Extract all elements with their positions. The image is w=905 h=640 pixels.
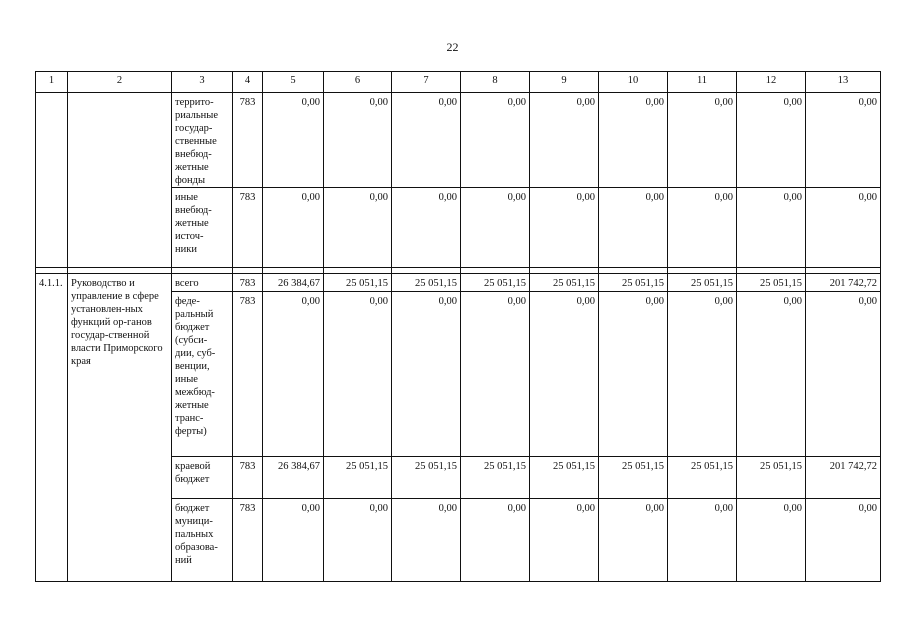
amount-cell: 0,00: [737, 93, 806, 188]
column-header-1: 1: [36, 72, 68, 93]
funding-source: бюджет муници- пальных образова- ний: [172, 499, 233, 582]
amount-cell: 25 051,15: [461, 274, 530, 292]
funding-source: феде- ральный бюджет (субси- дии, суб- венции, иные межбюд- жетные транс- ферты): [172, 292, 233, 457]
amount-cell: 25 051,15: [324, 457, 392, 499]
amount-cell: 25 051,15: [737, 274, 806, 292]
amount-cell: 26 384,67: [263, 457, 324, 499]
amount-cell: 0,00: [668, 499, 737, 582]
amount-cell: 0,00: [668, 188, 737, 268]
column-header-6: 6: [324, 72, 392, 93]
amount-cell: 0,00: [668, 292, 737, 457]
amount-cell: 0,00: [599, 499, 668, 582]
funding-source: краевой бюджет: [172, 457, 233, 499]
amount-cell: 25 051,15: [737, 457, 806, 499]
amount-cell: 201 742,72: [806, 274, 881, 292]
amount-cell: 0,00: [737, 292, 806, 457]
amount-cell: 26 384,67: [263, 274, 324, 292]
amount-cell: 0,00: [392, 93, 461, 188]
amount-cell: 25 051,15: [599, 274, 668, 292]
amount-cell: 0,00: [806, 188, 881, 268]
budget-code: 783: [233, 188, 263, 268]
column-header-7: 7: [392, 72, 461, 93]
column-header-8: 8: [461, 72, 530, 93]
amount-cell: 0,00: [263, 93, 324, 188]
table-row: [36, 274, 881, 292]
budget-table: [35, 71, 881, 582]
amount-cell: 0,00: [599, 292, 668, 457]
page-number: 22: [446, 40, 459, 54]
amount-cell: 0,00: [668, 93, 737, 188]
name-cell-empty: [68, 93, 172, 268]
budget-code: 783: [233, 274, 263, 292]
column-header-2: 2: [68, 72, 172, 93]
amount-cell: 25 051,15: [668, 274, 737, 292]
budget-code: 783: [233, 499, 263, 582]
column-header-5: 5: [263, 72, 324, 93]
amount-cell: 0,00: [599, 93, 668, 188]
amount-cell: 0,00: [324, 188, 392, 268]
amount-cell: 25 051,15: [530, 274, 599, 292]
amount-cell: 0,00: [806, 499, 881, 582]
amount-cell: 25 051,15: [668, 457, 737, 499]
column-header-9: 9: [530, 72, 599, 93]
amount-cell: 0,00: [737, 188, 806, 268]
amount-cell: 0,00: [263, 292, 324, 457]
budget-code: 783: [233, 457, 263, 499]
amount-cell: 25 051,15: [530, 457, 599, 499]
amount-cell: 0,00: [737, 499, 806, 582]
amount-cell: 0,00: [324, 292, 392, 457]
budget-code: 783: [233, 292, 263, 457]
amount-cell: 0,00: [461, 93, 530, 188]
amount-cell: 0,00: [392, 292, 461, 457]
amount-cell: 0,00: [324, 499, 392, 582]
budget-code: 783: [233, 93, 263, 188]
amount-cell: 0,00: [530, 499, 599, 582]
amount-cell: 0,00: [806, 292, 881, 457]
item-index: 4.1.1.: [36, 274, 68, 582]
amount-cell: 0,00: [806, 93, 881, 188]
amount-cell: 0,00: [263, 188, 324, 268]
amount-cell: 25 051,15: [461, 457, 530, 499]
funding-source: террито- риальные государ- ственные внебюд- жетные фонды: [172, 93, 233, 188]
column-header-12: 12: [737, 72, 806, 93]
funding-source: иные внебюд- жетные источ- ники: [172, 188, 233, 268]
amount-cell: 25 051,15: [324, 274, 392, 292]
amount-cell: 0,00: [392, 188, 461, 268]
header-row: [36, 72, 881, 93]
amount-cell: 0,00: [461, 292, 530, 457]
funding-source: всего: [172, 274, 233, 292]
amount-cell: 25 051,15: [599, 457, 668, 499]
amount-cell: 0,00: [461, 499, 530, 582]
amount-cell: 0,00: [324, 93, 392, 188]
amount-cell: 0,00: [599, 188, 668, 268]
column-header-3: 3: [172, 72, 233, 93]
column-header-11: 11: [668, 72, 737, 93]
amount-cell: 0,00: [461, 188, 530, 268]
amount-cell: 0,00: [530, 292, 599, 457]
amount-cell: 201 742,72: [806, 457, 881, 499]
amount-cell: 25 051,15: [392, 457, 461, 499]
amount-cell: 25 051,15: [392, 274, 461, 292]
column-header-4: 4: [233, 72, 263, 93]
amount-cell: 0,00: [263, 499, 324, 582]
column-header-13: 13: [806, 72, 881, 93]
amount-cell: 0,00: [530, 93, 599, 188]
index-cell-empty: [36, 93, 68, 268]
item-name: Руководство и управление в сфере установлен-ных функций ор-ганов государ-ственной власти Приморского края: [68, 274, 172, 582]
table-row: [36, 93, 881, 188]
amount-cell: 0,00: [530, 188, 599, 268]
amount-cell: 0,00: [392, 499, 461, 582]
column-header-10: 10: [599, 72, 668, 93]
